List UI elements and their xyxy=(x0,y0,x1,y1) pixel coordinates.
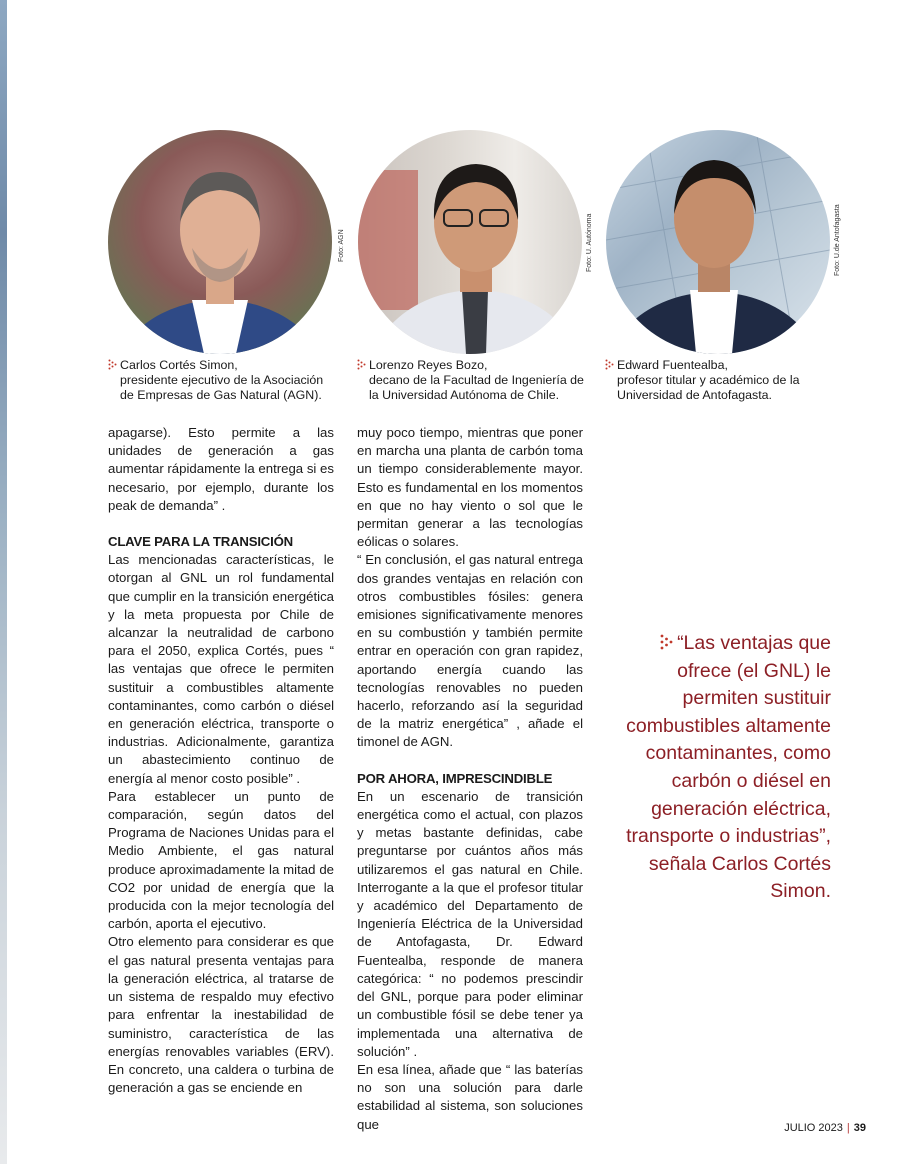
page-footer xyxy=(784,1122,866,1134)
portrait-edward-fuentealba xyxy=(606,130,830,354)
left-edge-image-strip xyxy=(0,0,7,1164)
caption-role: presidente ejecutivo de la Asociación de Empresas de Gas Natural (AGN). xyxy=(120,373,324,402)
section-heading: POR AHORA, IMPRESCINDIBLE xyxy=(357,770,553,786)
photo-credit-2: Foto: U. Autónoma xyxy=(586,213,593,272)
dotted-bullet-icon xyxy=(660,634,673,650)
photo-credit-1: Foto: AGN xyxy=(338,229,345,262)
footer-separator: | xyxy=(846,1122,850,1134)
portrait-lorenzo-reyes xyxy=(358,130,582,354)
paragraph: Para establecer un punto de comparación, según datos del Programa de Naciones Unidas para el Medio Ambiente, el gas natural produce aproximadamente la mitad de CO2 por unidad de energía que la producida con la mejor tecnología del carbón, aporta el ejecutivo. xyxy=(108,788,334,932)
caption-role: profesor titular y académico de la Universidad de Antofagasta. xyxy=(617,373,800,402)
paragraph: En un escenario de transición energética como el actual, con plazos y metas bastante definidas, cabe preguntarse por cuántos años más utilizaremos el gas natural en Chile. Interrogante a la que el profesor titular y académico del Departamento de Ingeniería Eléctrica de la Universidad de Antofagasta, Dr. Edward Fuentealba, responde de manera categórica: “ no podemos prescindir del GNL, porque para poder eliminar un combustible fósil se debe tener ya implementada una alternativa de solución” . xyxy=(357,788,583,1059)
section-heading: CLAVE PARA LA TRANSICIÓN xyxy=(108,534,293,550)
caption-lorenzo-reyes xyxy=(357,358,585,403)
paragraph: Las mencionadas características, le otorgan al GNL un rol fundamental que cumplir en la transición energética y la meta propuesta por Chile de alcanzar la neutralidad de carbono para el 2050, explica Cortés, pues “ las ventajas que ofrece le permiten sustituir a combustibles altamente contaminantes, como carbón o diésel en generación eléctrica, transporte o industrias. Adicionalmente, garantiza un abastecimiento continuo de energía al menor costo posible” . xyxy=(108,552,334,786)
caption-carlos-cortes xyxy=(108,358,336,403)
caption-name: Carlos Cortés Simon, xyxy=(120,358,238,372)
paragraph: Otro elemento para considerar es que el gas natural presenta ventajas para la generación eléctrica, al tratarse de un sistema de respaldo muy efectivo para enfrentar la inestabilidad de suministro, característica de las energías renovables variables (ERV). En concreto, una caldera o turbina de generación a gas se enciende en xyxy=(108,934,334,1096)
page-number: 39 xyxy=(853,1122,866,1134)
article-column-1 xyxy=(108,424,334,1097)
caption-name: Lorenzo Reyes Bozo, xyxy=(369,358,488,372)
paragraph: “ En conclusión, el gas natural entrega dos grandes ventajas en relación con otros combustibles fósiles: genera emisiones significativamente menores en su combustión y también permite entrar en operación con gran rapidez, aportando energía cuando las tecnologías renovables no pueden hacerlo, reforzando así la seguridad de la matriz energética” , añade el timonel de AGN. xyxy=(357,552,583,750)
pull-quote-text: “Las ventajas que ofrece (el GNL) le permiten sustituir combustibles altamente contaminantes, como carbón o diésel en generación eléctrica, transporte o industrias”, señala Carlos Cortés Simon. xyxy=(626,632,831,903)
caption-edward-fuentealba xyxy=(605,358,833,403)
dotted-bullet-icon xyxy=(108,359,117,370)
portrait-carlos-cortes xyxy=(108,130,332,354)
dotted-bullet-icon xyxy=(357,359,366,370)
paragraph: En esa línea, añade que “ las baterías no son una solución para darle estabilidad al sistema, son soluciones que xyxy=(357,1061,583,1132)
issue-date: JULIO 2023 xyxy=(784,1122,843,1134)
caption-name: Edward Fuentealba, xyxy=(617,358,728,372)
photo-credit-3: Foto: U.de Antofagasta xyxy=(834,204,841,276)
dotted-bullet-icon xyxy=(605,359,614,370)
paragraph: muy poco tiempo, mientras que poner en marcha una planta de carbón toma un tiempo considerablemente mayor. Esto es fundamental en los momentos en que no hay viento o sol que le permitan generar a las tecnologías eólicas o solares. xyxy=(357,425,583,550)
article-column-2 xyxy=(357,424,583,1134)
paragraph: apagarse). Esto permite a las unidades de generación a gas aumentar rápidamente la entrega si es necesario, por ejemplo, durante los peak de demanda” . xyxy=(108,425,334,513)
pull-quote xyxy=(615,630,831,906)
caption-role: decano de la Facultad de Ingeniería de la Universidad Autónoma de Chile. xyxy=(369,373,584,402)
